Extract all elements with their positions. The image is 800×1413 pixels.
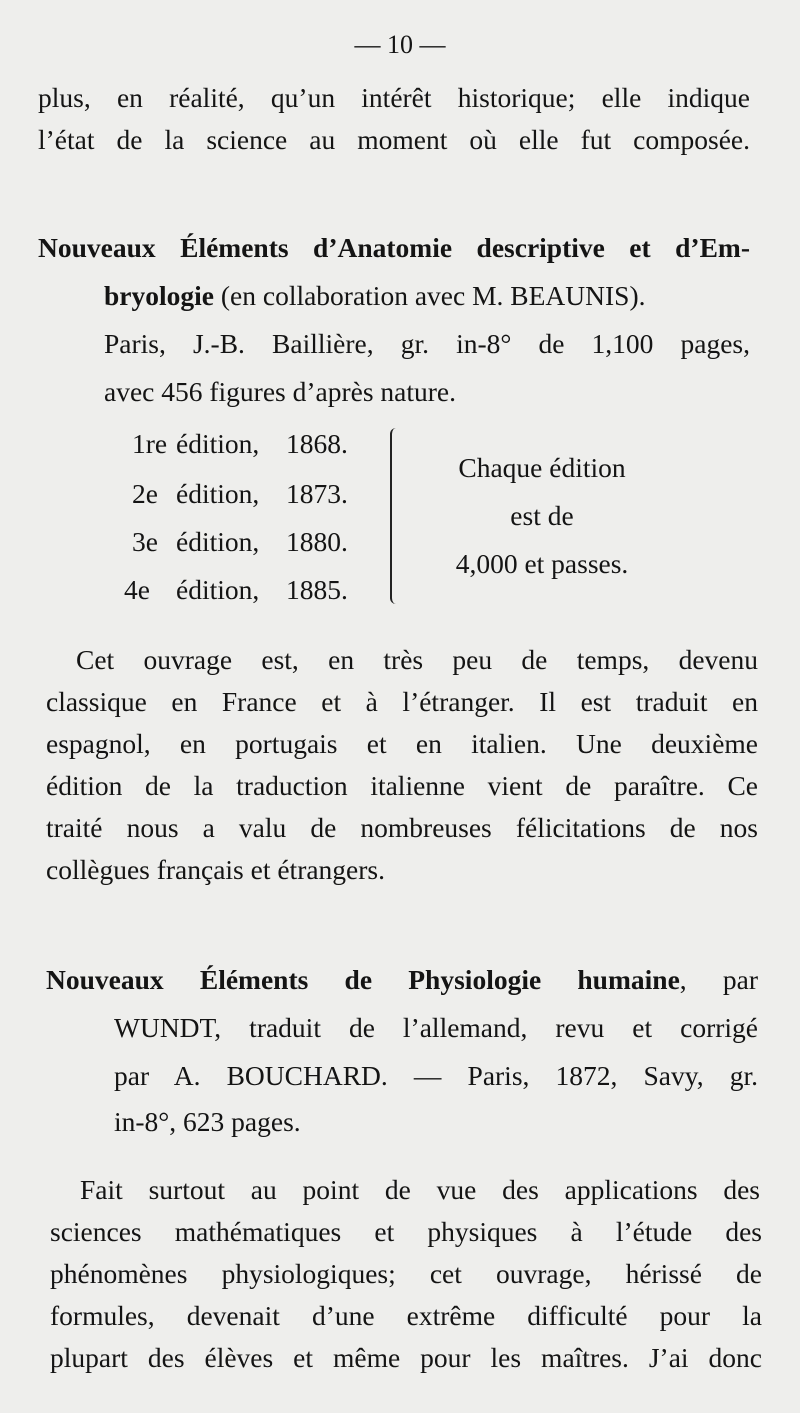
edition-year: 1880. [286,526,348,557]
text-line: plus, en réalité, qu’un intérêt historique; elle indique [38,82,750,113]
entry-title [46,964,758,996]
edition-label: édition, [176,478,260,509]
paragraph-line: Cet ouvrage est, en très peu de temps, devenu [76,644,758,675]
editions-note: Chaque édition [458,452,626,483]
paragraph-line: formules, devenait d’une extrême difficulté pour la [50,1300,762,1331]
paragraph-line: plupart des élèves et même pour les maîtres. J’ai donc [50,1342,762,1373]
entry-title: Nouveaux Éléments d’Anatomie descriptive et d’Em- [38,232,750,263]
paragraph-line: espagnol, en portugais et en italien. Une deuxième [46,728,758,759]
edition-year: 1873. [286,478,348,509]
edition-ordinal: 1re [132,428,168,459]
entry-title-rest: , par [679,964,758,995]
edition-year: 1885. [286,574,348,605]
entry-title-bold: bryologie [104,280,214,311]
entry-detail: par A. BOUCHARD. — Paris, 1872, Savy, gr. [114,1060,758,1091]
edition-ordinal: 4e [124,574,150,605]
paragraph-line: collègues français et étrangers. [46,854,385,885]
paragraph-line: édition de la traduction italienne vient de paraître. Ce [46,770,758,801]
entry-detail: WUNDT, traduit de l’allemand, revu et corrigé [114,1012,758,1043]
grouping-brace [390,428,402,604]
entry-detail: avec 456 figures d’après nature. [104,376,456,407]
editions-note: est de [510,500,574,531]
editions-note: 4,000 et passes. [455,548,629,579]
edition-label: édition, [176,428,260,459]
paragraph-line: sciences mathématiques et physiques à l’étude des [50,1216,762,1247]
edition-year: 1868. [286,428,348,459]
paragraph-line: traité nous a valu de nombreuses félicitations de nos [46,812,758,843]
entry-detail: Paris, J.-B. Baillière, gr. in-8° de 1,100 pages, [104,328,750,359]
paragraph-line: phénomènes physiologiques; cet ouvrage, hérissé de [50,1258,762,1289]
page-number: — 10 — [354,30,446,59]
entry-detail: in-8°, 623 pages. [114,1106,301,1137]
paragraph-line: classique en France et à l’étranger. Il est traduit en [46,686,758,717]
edition-label: édition, [176,526,260,557]
entry-title-rest: (en collaboration avec M. BEAUNIS). [214,280,646,311]
text-line: l’état de la science au moment où elle fut composée. [38,124,750,155]
edition-ordinal: 2e [132,478,158,509]
edition-ordinal: 3e [132,526,158,557]
paragraph-line: Fait surtout au point de vue des applications des [80,1174,760,1205]
entry-title-cont [104,280,750,312]
edition-label: édition, [176,574,260,605]
entry-title-bold: Nouveaux Éléments de Physiologie humaine [46,964,680,995]
